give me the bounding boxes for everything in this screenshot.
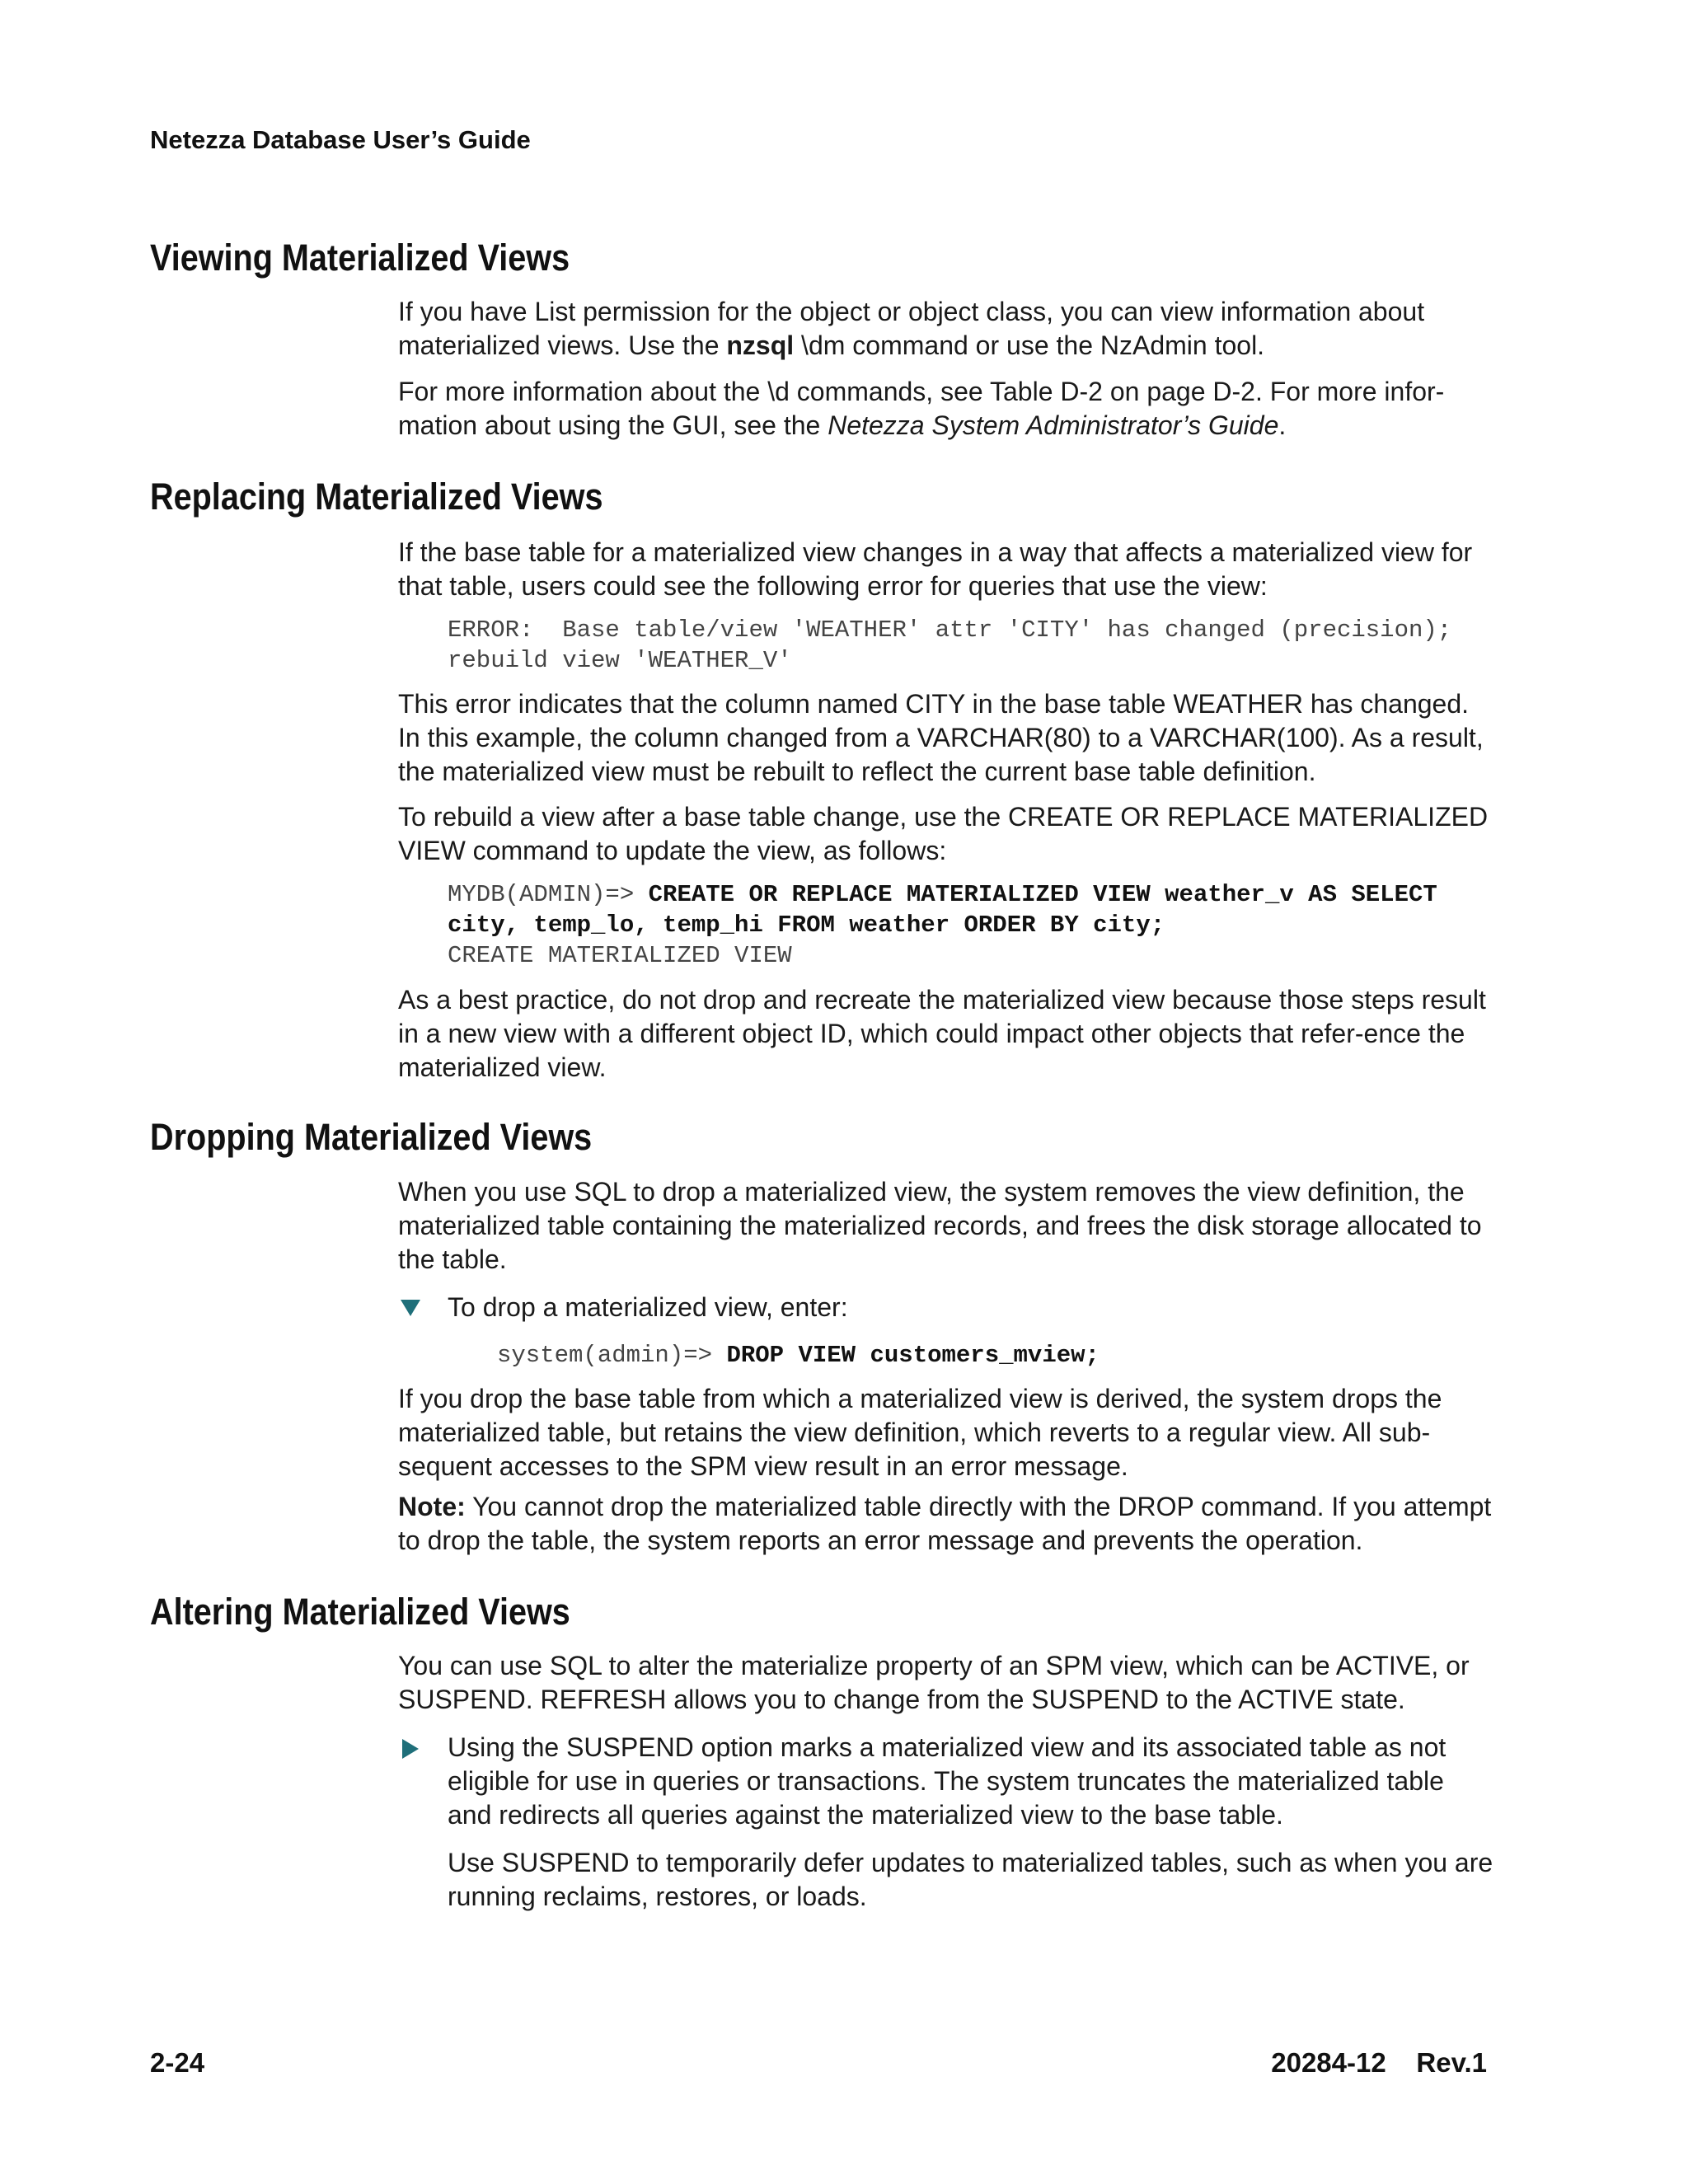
code-command: city, temp_lo, temp_hi FROM weather ORDER BY city;	[448, 912, 1165, 939]
viewing-paragraph-2	[398, 375, 1494, 443]
code-line	[448, 910, 1437, 940]
section-title-altering: Altering Materialized Views	[150, 1591, 570, 1633]
dropping-paragraph-2: If you drop the base table from which a materialized view is derived, the system drops the materialized table, but retains the view definition, which reverts to a regular view. All sub-sequent accesses to the SPM view result in an error message.	[398, 1384, 1442, 1481]
altering-bullet-1-paragraph-2: Use SUSPEND to temporarily defer updates to materialized tables, such as when you are running reclaims, restores, or loads.	[448, 1848, 1493, 1911]
code-prompt: MYDB(ADMIN)=>	[448, 881, 649, 908]
triangle-right-icon	[399, 1737, 422, 1760]
dropping-paragraph-1: When you use SQL to drop a materialized view, the system removes the view definition, the materialized table containing the materialized records, and frees the disk storage allocated to the table.	[398, 1177, 1482, 1274]
section-title-viewing: Viewing Materialized Views	[150, 237, 570, 279]
text-run: For more information about the \d commands, see Table D-2 on page D-2. For more infor-mation about using the GUI, see the	[398, 377, 1445, 440]
section-title-dropping: Dropping Materialized Views	[150, 1116, 593, 1158]
dropping-procedure-step: To drop a materialized view, enter:	[448, 1292, 848, 1322]
error-code-block	[448, 615, 1451, 676]
viewing-paragraph-1	[398, 295, 1494, 363]
drop-code-block	[497, 1340, 1100, 1371]
note-text: You cannot drop the materialized table directly with the DROP command. If you attempt to drop the table, the system reports an error message and prevents the operation.	[398, 1492, 1492, 1555]
replacing-paragraph-3: To rebuild a view after a base table change, use the CREATE OR REPLACE MATERIALIZED VIEW command to update the view, as follows:	[398, 802, 1489, 865]
replacing-paragraph-1: If the base table for a materialized view changes in a way that affects a materialized view for that table, users could see the following error for queries that use the view:	[398, 537, 1473, 601]
text-run: If you have List permission for the object or object class, you can view information about materialized views. Use the	[398, 297, 1425, 360]
book-reference: Netezza System Administrator’s Guide	[828, 410, 1279, 440]
code-output: CREATE MATERIALIZED VIEW	[448, 942, 792, 969]
code-line	[448, 879, 1437, 910]
dropping-note	[398, 1490, 1494, 1558]
section-title-replacing: Replacing Materialized Views	[150, 476, 603, 518]
text-run: .	[1278, 410, 1287, 440]
code-command: CREATE OR REPLACE MATERIALIZED VIEW weather_v AS SELECT	[648, 881, 1437, 908]
note-label: Note:	[398, 1492, 466, 1521]
code-prompt: system(admin)=>	[497, 1342, 727, 1369]
running-header: Netezza Database User’s Guide	[150, 125, 531, 154]
command-name: nzsql	[726, 330, 795, 360]
rebuild-code-block	[448, 879, 1437, 971]
altering-paragraph-1: You can use SQL to alter the materialize property of an SPM view, which can be ACTIVE, or SUSPEND. REFRESH allows you to change from the SUSPEND to the ACTIVE state.	[398, 1651, 1470, 1714]
altering-bullet-1: Using the SUSPEND option marks a materialized view and its associated table as not eligible for use in queries or transactions. The system truncates the materialized table and redirects all queries against the materialized view to the base table.	[448, 1732, 1447, 1830]
code-line: ERROR: Base table/view 'WEATHER' attr 'CITY' has changed (precision);	[448, 616, 1452, 644]
code-line: rebuild view 'WEATHER_V'	[448, 647, 792, 674]
code-command: DROP VIEW customers_mview;	[726, 1342, 1100, 1369]
triangle-down-icon	[399, 1296, 422, 1319]
document-id: 20284-12 Rev.1	[1271, 2047, 1487, 2078]
replacing-paragraph-4: As a best practice, do not drop and recreate the materialized view because those steps result in a new view with a different object ID, which could impact other objects that refer-ence the materialized view.	[398, 985, 1486, 1082]
replacing-paragraph-2: This error indicates that the column named CITY in the base table WEATHER has changed. In this example, the column changed from a VARCHAR(80) to a VARCHAR(100). As a result, the materialized view must be rebuilt to reflect the current base table definition.	[398, 689, 1484, 786]
page-number: 2-24	[150, 2047, 205, 2078]
text-run: \dm command or use the NzAdmin tool.	[794, 330, 1265, 360]
